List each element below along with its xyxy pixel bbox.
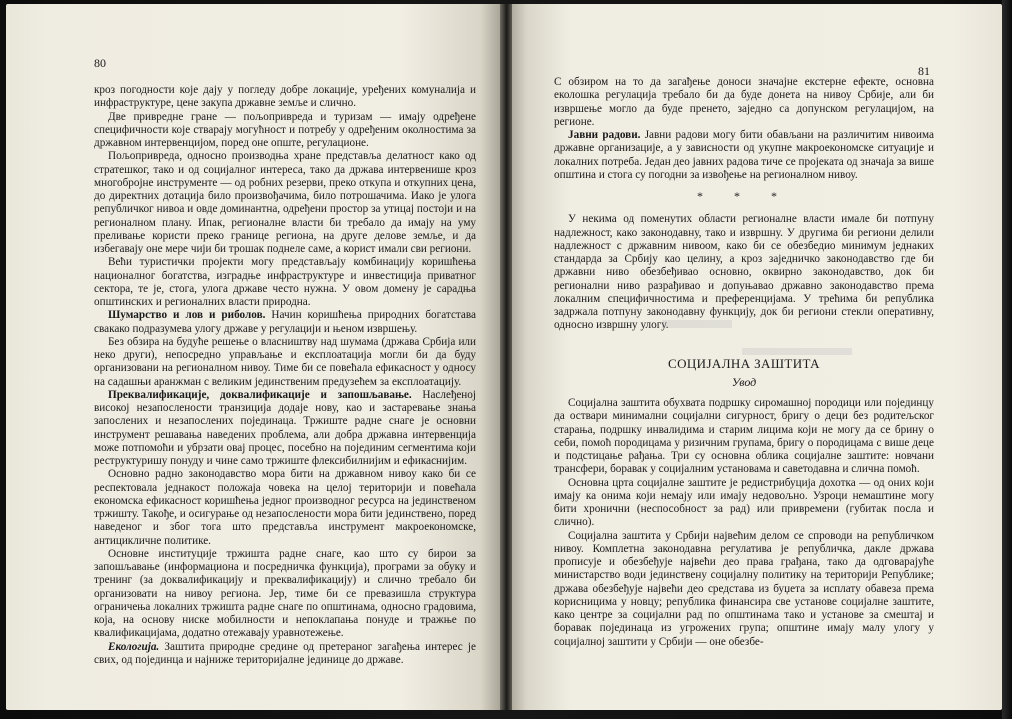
paragraph-text: Заштита природне средине од претераног загађења интерес је свих, од појединца и најниже територијалне јединице до државе. — [94, 640, 476, 666]
left-page — [6, 4, 500, 710]
right-section-intro — [554, 76, 934, 182]
paragraph — [554, 397, 934, 477]
paragraph — [554, 213, 934, 332]
paragraph-text: Две привредне гране — пољопривреда и туризам — имају одређене специфичности које стварају могућност и потребу у одређеним околностима за државном интервенцијом, поред оне опште, регулационе. — [94, 110, 476, 149]
paragraph — [94, 111, 476, 151]
left-page-number: 80 — [94, 56, 106, 70]
paragraph-text: Без обзира на будуће решење о власништву над шумама (држава Србија или неко други), непосредно управљање и експлоатација могли би да буду организовани на регионалном нивоу. Тиме би се повећала ефикасност у односу на садашњи аранжман с великим јединственим предузећем за експлоатацију. — [94, 335, 476, 388]
paragraph — [554, 129, 934, 182]
paragraph-text: С обзиром на то да загађење доноси значајне екстерне ефекте, основна еколошка регулација требало би да буде донета на нивоу Србије, али би извршење могло да буде пренето, заједно са допунском регулацијом, на регионе. — [554, 76, 934, 128]
paragraph — [94, 548, 476, 641]
paragraph — [94, 256, 476, 309]
paragraph-text: Основна црта социјалне заштите је редистрибуција дохотка — од оних који имају ка онима који немају или имају недовољно. Узроци немаштине могу бити хронични (неспособност за рад) или привремени (губитак посла и слично). — [554, 476, 934, 529]
left-page-body — [94, 84, 476, 667]
paragraph — [94, 389, 476, 469]
right-page-number: 81 — [918, 64, 930, 78]
paragraph-text: Наслеђеној високој незапослености транзиција додаје нову, као и застаревање знања запослених и незапослених појединаца. Тржиште радне снаге је основни инструмент решавања наведених проблема, али добра државна интервенција може потпомоћи и убрзати овај процес, посебно на појединим сегментима који реструктуришу понуду и чине само тржиште флексибилнијим и ефикаснијим. — [94, 388, 476, 467]
paragraph — [554, 530, 934, 649]
paragraph-lead: Шумарство и лов и риболов. — [108, 309, 266, 322]
paragraph — [94, 468, 476, 548]
paragraph-text: Јавни радови могу бити обављани на различитим нивоима државне организације, а у зависности од укупне макроекономске ситуације и локалних потреба. Један део јавних радова тиче се пројеката од значаја за више општина и стога су погодни за извођење на регионалном нивоу. — [554, 129, 934, 181]
section-title: СОЦИЈАЛНА ЗАШТИТА — [668, 355, 820, 371]
paragraph-text: Пољопривреда, односно производња хране представља делатност како од стратешког, тако и од социјалног интереса, тако да држава интервенише кроз многобројне инструменте — од робних резерви, преко откупа и откупних цена, до директних дотација било произвођачима, било потрошачима. Иако је улога републичког нивоа и овде доминантна, одређени простор за утицај постоји и на регионалном плану. Ипак, регионалне власти би требало да имају на уму преливање користи преко границе региона, на друге делове земље, и да избегавају оне мере чији би трошак поднеле саме, а корист имали сви региони. — [94, 150, 476, 255]
paragraph — [94, 336, 476, 389]
paragraph — [94, 150, 476, 256]
paragraph-lead: Екологија. — [108, 640, 160, 653]
paragraph-text: Основно радно законодавство мора бити на државном нивоу како би се респектовала једнакост положаја човека на целој територији и повећала економска ефикасност коришћења једног производног ресурса на јединственом тржишту. Такође, и осигурање од незапослености мора бити јединствено, поред наведеног и због тога што представља инструмент макроекономске, антицикличне политике. — [94, 468, 476, 547]
paragraph-lead: Јавни радови. — [568, 129, 641, 141]
section-separator-stars: * * * — [697, 189, 791, 203]
show-through-mark — [742, 348, 852, 355]
paragraph — [94, 641, 476, 668]
book-right-edge — [1002, 0, 1012, 719]
paragraph-text: Социјална заштита обухвата подршку сиромашној породици или појединцу да оствари минимални социјални сигурност, бригу о деци без родитељског старања, подршку инвалидима и старим лицима који не могу да се брину о себи, помоћ породицама у ризичним групама, бригу о породицама с више деце и подстицање рађања. Три су основна облика социјалне заштите: новчани трансфери, боравак у социјалним установама и саветодавна и слична помоћ. — [554, 397, 934, 476]
show-through-mark — [662, 320, 732, 328]
paragraph-text: У некима од поменутих области регионалне власти имале би потпуну надлежност, како законодавну, тако и извршну. У другима би региони делили надлежност с државним нивоом, како би се обезбедио минимум једнаких стандарда за Србију као целину, а кроз заједничко законодавство где би државни ниво обезбеђивао основно, оквирно законодавство, док би регионални ниво разрађивао и допуњавао државно законодавство према локалним специфичностима и преференцијама. У трећима би република задржала потпуну законодавну функцију, док би региони стекли оперативну, односно извршну улогу. — [554, 213, 934, 332]
paragraph — [554, 76, 934, 129]
book-gutter — [500, 4, 512, 710]
paragraph-text: Основне институције тржишта радне снаге, као што су бирои за запошљавање (информациона и посредничка функција), програми за обуку и тренинг (за доквалификацију и преквалификацију) и слично требало би организовати на нивоу региона. Јер, тиме би се превазишла структура ограничења локалних тржишта радне снаге по општинама, односно градовима, која, на основу ниске мобилности и непоклапања понуде и тражње по квалификацијама, додатно отежавају уравнотежење. — [94, 547, 476, 640]
paragraph — [94, 84, 476, 111]
paragraph-text: Начин коришћења природних богатстава свакако подразумева улогу државе у регулацији и њеном извршењу. — [94, 309, 476, 335]
social-protection-section — [554, 397, 934, 649]
paragraph-text: Социјална заштита у Србији највећим делом се спроводи на републичком нивоу. Комплетна законодавна регулатива је републичка, дакле држава прописује и обезбеђује највећи део права грађана, тако да одговарајуће министарство води јединствену социјалну политику на територији Републике; држава обезбеђује највећи део средстава из буџета за исплату обавеза према корисницима у новцу; република финансира све установе социјалне заштите, како центре за социјални рад по општинама тако и установе за смештај и боравак појединаца из угрожених група; општине имају малу улогу у социјалној заштити у Србији — оне обезбе- — [554, 529, 934, 648]
right-page-body — [554, 76, 934, 649]
paragraph — [554, 477, 934, 530]
paragraph — [94, 309, 476, 336]
paragraph-text: Већи туристички пројекти могу представљају комбинацију коришћења националног богатства, изградње инфраструктуре и инвестиција приватног сектора, те је, стога, улога државе често нужна. У овом домену је сарадња општинских и регионалних власти природна. — [94, 256, 476, 308]
right-page — [512, 4, 1002, 710]
paragraph-text: кроз погодности које дају у погледу добре локације, уређених комуналија и инфраструктуре, цене закупа државне земље и слично. — [94, 84, 476, 110]
right-section-continued — [554, 213, 934, 332]
paragraph-lead: Преквалификације, доквалификације и запошљавање. — [108, 388, 412, 401]
section-subtitle: Увод — [731, 374, 757, 389]
